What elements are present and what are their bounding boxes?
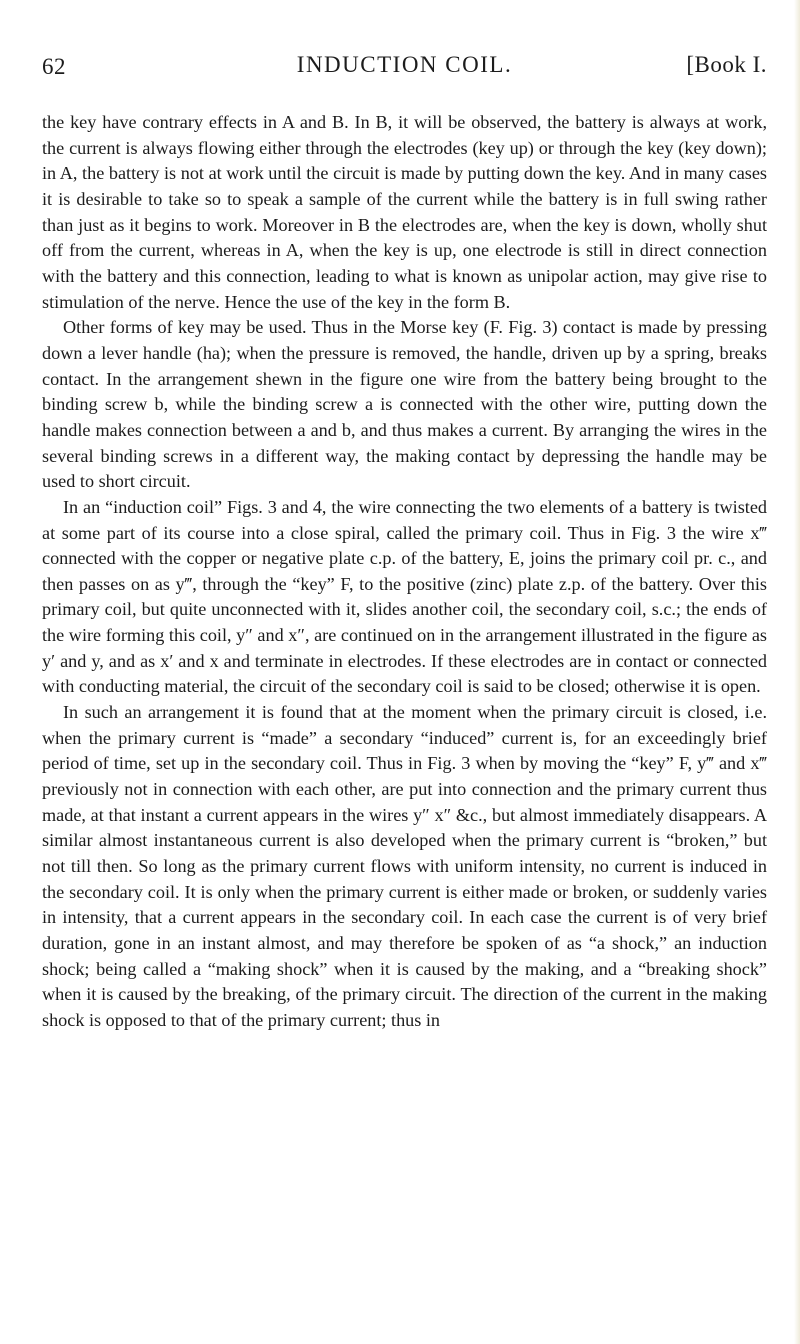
body-text (42, 110, 767, 1034)
book-reference: [Book I. (686, 52, 767, 77)
paragraph: the key have contrary effects in A and B. In B, it will be observed, the battery is always at work, the current is always flowing either through the electrodes (key up) or through the key (key down); in A, the battery is not at work until the circuit is made by putting down the key. And in many cases it is desirable to take so to speak a sample of the current while the battery is in full swing rather than just as it begins to work. Moreover in B the electrodes are, when the key is down, wholly shut off from the current, whereas in A, when the key is up, one electrode is still in direct connection with the battery and this connection, leading to what is known as unipolar action, may give rise to stimulation of the nerve. Hence the use of the key in the form B. (42, 112, 767, 312)
paragraph: In an “induction coil” Figs. 3 and 4, the wire connecting the two elements of a battery is twisted at some part of its course into a close spiral, called the primary coil. Thus in Fig. 3 the wire x‴ connected with the copper or negative plate c.p. of the battery, E, joins the primary coil pr. c., and then passes on as y‴, through the “key” F, to the positive (zinc) plate z.p. of the battery. Over this primary coil, but quite unconnected with it, slides another coil, the secondary coil, s.c.; the ends of the wire forming this coil, y″ and x″, are continued on in the arrangement illustrated in the figure as y′ and y, and as x′ and x and terminate in electrodes. If these electrodes are in contact or connected with conducting material, the circuit of the secondary coil is said to be closed; otherwise it is open. (42, 496, 767, 697)
page-number: 62 (42, 54, 66, 79)
running-head (42, 52, 767, 86)
page-edge-shading (794, 0, 800, 1344)
chapter-title: INDUCTION COIL. (296, 52, 513, 77)
paragraph: In such an arrangement it is found that at the moment when the primary circuit is closed, i.e. when the primary current is “made” a secondary “induced” current is, for an exceedingly brief period of time, set up in the secondary coil. Thus in Fig. 3 when by moving the “key” F, y‴ and x‴ previously not in connection with each other, are put into connection and the primary current thus made, at that instant a current appears in the wires y″ x″ &c., but almost immediately disappears. A similar almost instantaneous current is also developed when the primary current is “broken,” but not till then. So long as the primary current flows with uniform intensity, no current is induced in the secondary coil. It is only when the primary current is either made or broken, or suddenly varies in intensity, that a current appears in the secondary coil. In each case the current is of very brief duration, gone in an instant almost, and may therefore be spoken of as “a shock,” an induction shock; being called a “making shock” when it is caused by the making, and a “breaking shock” when it is caused by the breaking, of the primary circuit. The direction of the current in the making shock is opposed to that of the primary current; thus in (42, 702, 767, 1030)
paragraph: Other forms of key may be used. Thus in the Morse key (F. Fig. 3) contact is made by pressing down a lever handle (ha); when the pressure is removed, the handle, driven up by a spring, breaks contact. In the arrangement shewn in the figure one wire from the battery being brought to the binding screw b, while the binding screw a is connected with the other wire, putting down the handle makes connection between a and b, and thus makes a current. By arranging the wires in the several binding screws in a different way, the making contact by depressing the handle may be used to short circuit. (42, 317, 767, 492)
